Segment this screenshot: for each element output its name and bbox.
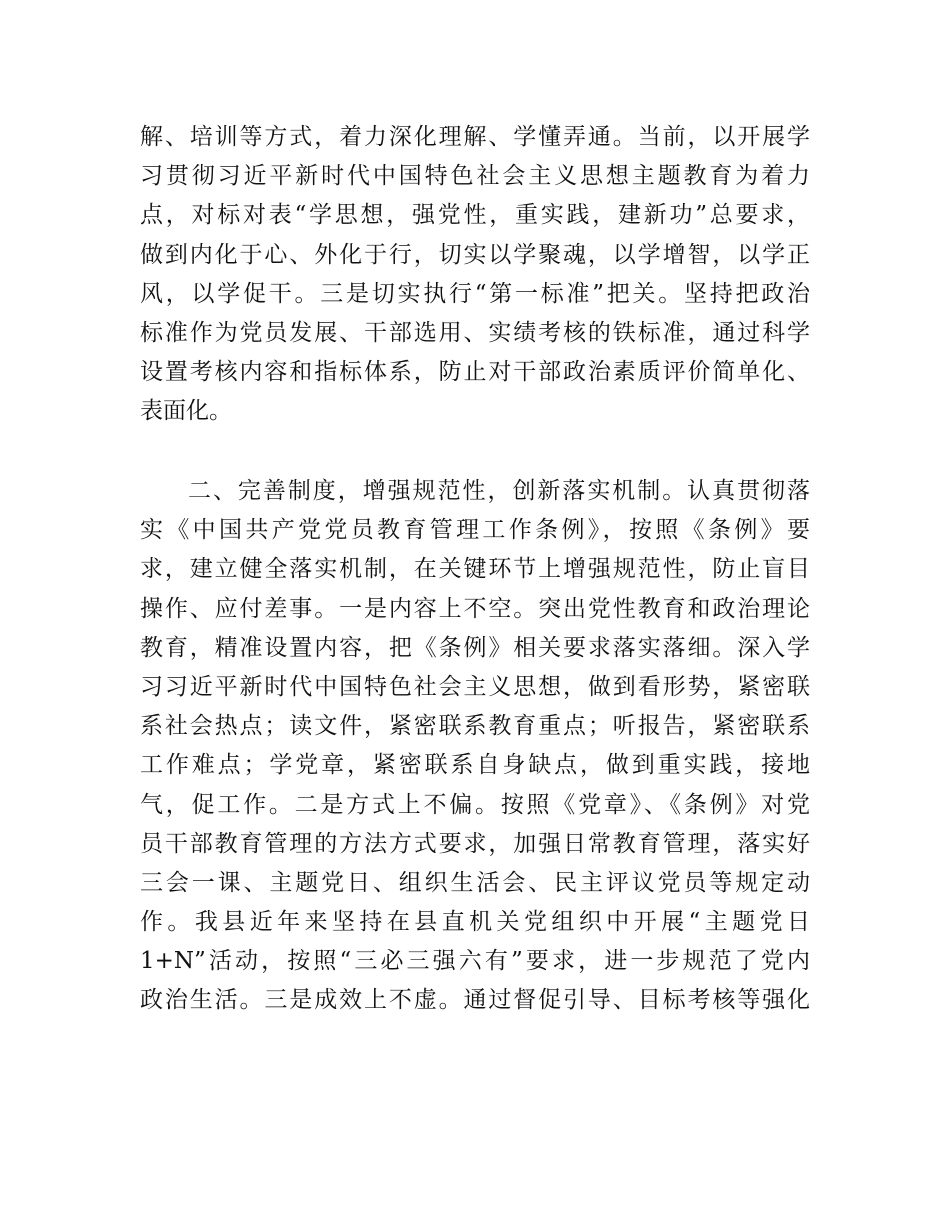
text-line: 点，对标对表“学思想，强党性，重实践，建新功”总要求， [140,202,810,229]
text-line: 表面化。 [140,398,232,425]
text-line: 系社会热点；读文件，紧密联系教育重点；听报告，紧密联系 [140,713,810,740]
text-line: 1+N”活动，按照“三必三强六有”要求，进一步规范了党内 [140,948,810,975]
text-line: 员干部教育管理的方法方式要求，加强日常教育管理，落实好 [140,830,810,857]
text-line: 设置考核内容和指标体系，防止对干部政治素质评价简单化、 [140,359,810,386]
text-line: 作。我县近年来坚持在县直机关党组织中开展“主题党日 [140,909,810,936]
text-line: 风，以学促干。三是切实执行“第一标准”把关。坚持把政治 [140,280,810,307]
text-line: 标准作为党员发展、干部选用、实绩考核的铁标准，通过科学 [140,319,810,346]
text-line: 习贯彻习近平新时代中国特色社会主义思想主题教育为着力 [140,163,810,190]
text-line: 教育，精准设置内容，把《条例》相关要求落实落细。深入学 [140,634,810,661]
text-line: 工作难点；学党章，紧密联系自身缺点，做到重实践，接地 [140,752,810,779]
text-line: 习习近平新时代中国特色社会主义思想，做到看形势，紧密联 [140,673,810,700]
text-line: 做到内化于心、外化于行，切实以学聚魂，以学增智，以学正 [140,241,810,268]
text-line: 求，建立健全落实机制，在关键环节上增强规范性，防止盲目 [140,556,810,583]
text-line: 操作、应付差事。一是内容上不空。突出党性教育和政治理论 [140,595,810,622]
text-line: 实《中国共产党党员教育管理工作条例》，按照《条例》要 [140,517,810,544]
paragraph-section-two [140,472,810,1021]
text-line: 气，促工作。二是方式上不偏。按照《党章》、《条例》对党 [140,791,810,818]
text-line: 政治生活。三是成效上不虚。通过督促引导、目标考核等强化 [140,987,810,1014]
paragraph-continuation [140,118,810,432]
text-line: 解、培训等方式，着力深化理解、学懂弄通。当前，以开展学 [140,124,810,150]
text-line: 三会一课、主题党日、组织生活会、民主评议党员等规定动 [140,869,810,896]
section-heading-line: 二、完善制度，增强规范性，创新落实机制。认真贯彻落 [188,478,810,504]
